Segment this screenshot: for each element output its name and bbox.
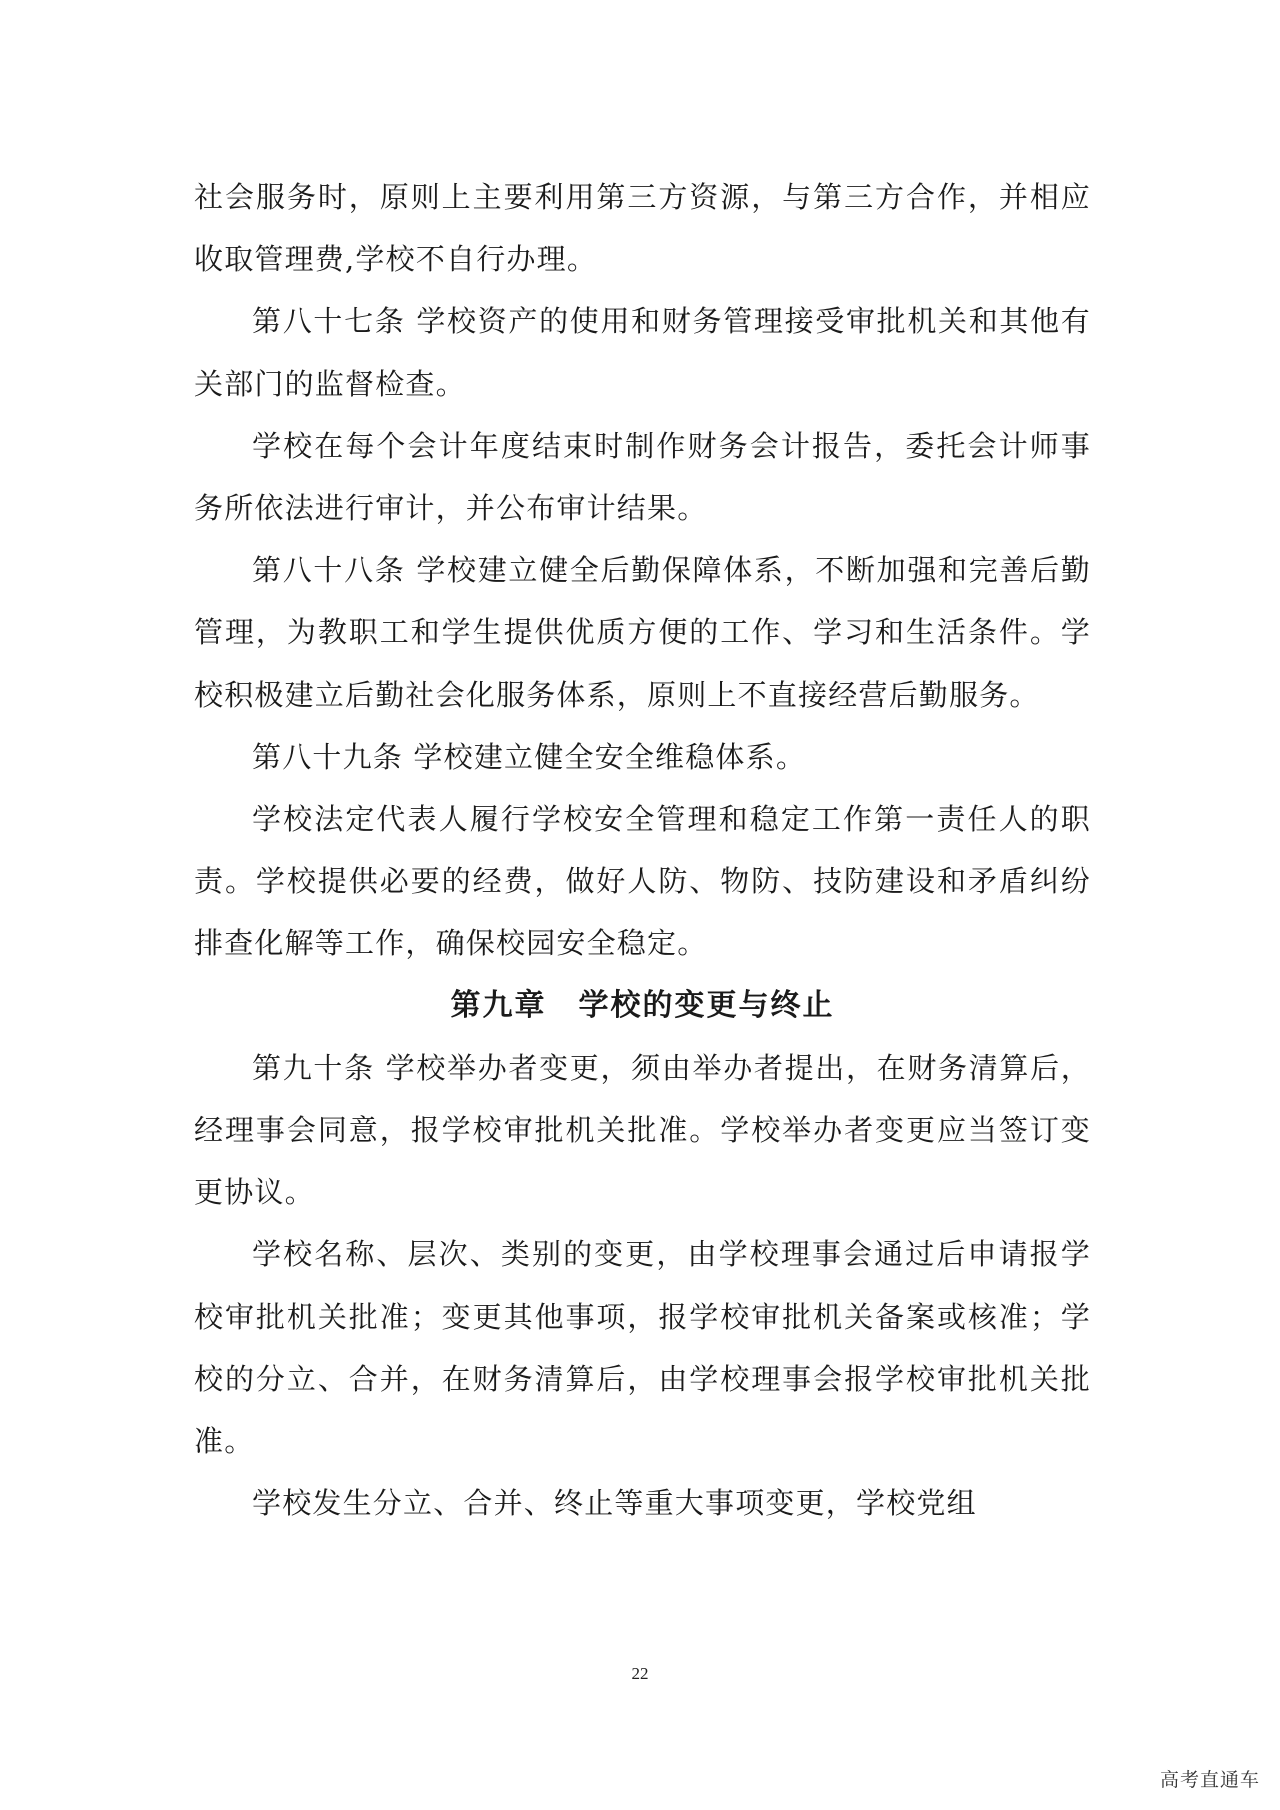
watermark-text: 高考直通车 xyxy=(1159,1769,1260,1791)
paragraph-major-changes: 学校发生分立、合并、终止等重大事项变更，学校党组 xyxy=(252,1486,977,1521)
paragraph-name-level-change: 学校名称、层次、类别的变更，由学校理事会通过后申请报学校审批机关批准；变更其他事项，报学校审批机关备案或核准；学校的分立、合并，在财务清算后，由学校理事会报学校审批机关批准。 xyxy=(194,1237,1091,1459)
paragraph-article-90: 第九十条 学校举办者变更，须由举办者提出，在财务清算后，经理事会同意，报学校审批机关批准。学校举办者变更应当签订变更协议。 xyxy=(194,1050,1091,1210)
paragraph-financial-report: 学校在每个会计年度结束时制作财务会计报告，委托会计师事务所依法进行审计，并公布审计结果。 xyxy=(194,428,1091,526)
paragraph-article-89: 第八十九条 学校建立健全安全维稳体系。 xyxy=(252,739,807,774)
paragraph-safety-responsibility: 学校法定代表人履行学校安全管理和稳定工作第一责任人的职责。学校提供必要的经费，做好人防、物防、技防建设和矛盾纠纷排查化解等工作，确保校园安全稳定。 xyxy=(194,802,1091,961)
page-number: 22 xyxy=(631,1664,649,1683)
chapter-title: 第九章 学校的变更与终止 xyxy=(450,987,835,1023)
document-body xyxy=(194,166,1091,1534)
paragraph-continuation: 社会服务时，原则上主要利用第三方资源，与第三方合作，并相应收取管理费,学校不自行办理。 xyxy=(194,180,1091,277)
paragraph-article-87: 第八十七条 学校资产的使用和财务管理接受审批机关和其他有关部门的监督检查。 xyxy=(194,304,1091,401)
paragraph-article-88: 第八十八条 学校建立健全后勤保障体系，不断加强和完善后勤管理，为教职工和学生提供优质方便的工作、学习和生活条件。学校积极建立后勤社会化服务体系，原则上不直接经营后勤服务。 xyxy=(194,553,1091,712)
